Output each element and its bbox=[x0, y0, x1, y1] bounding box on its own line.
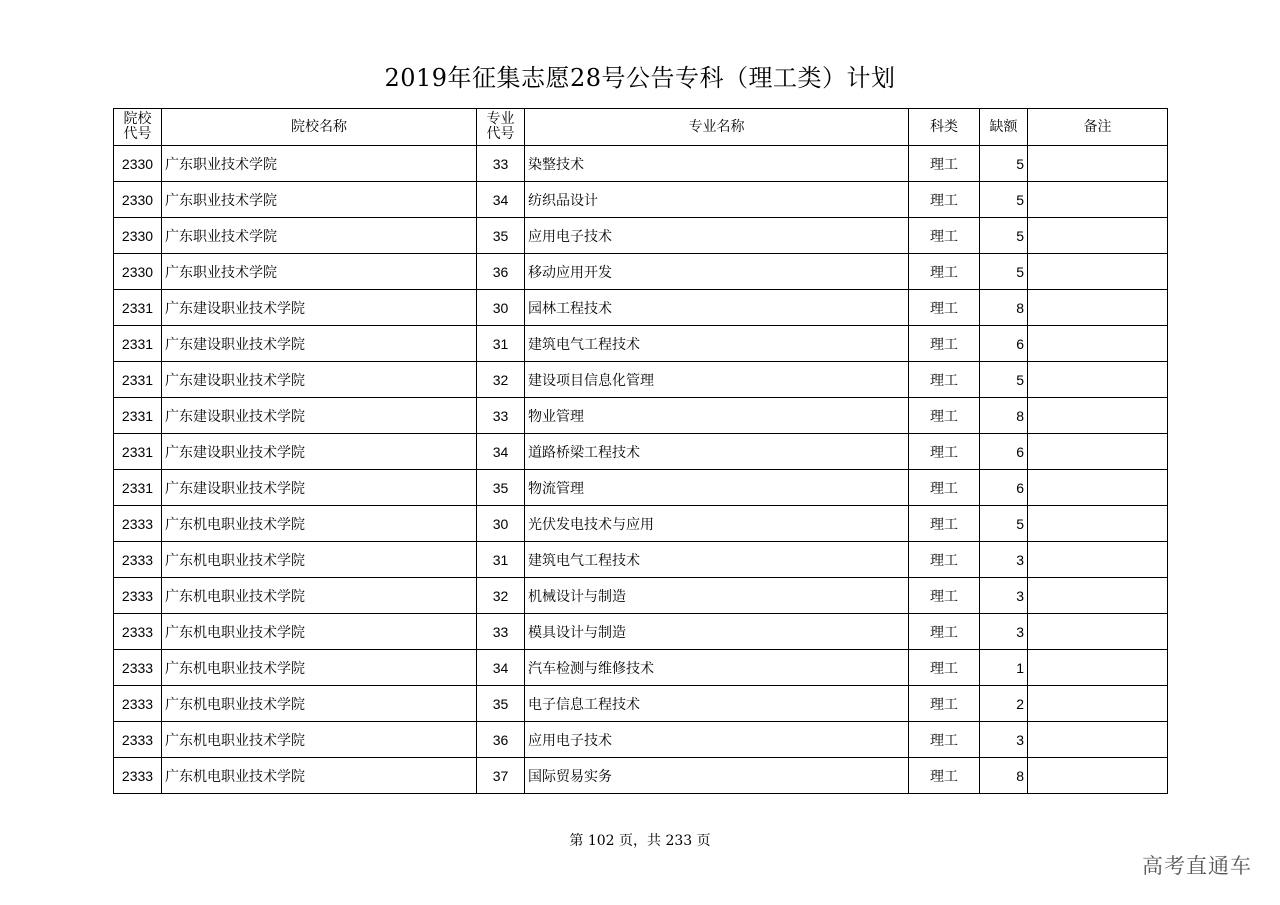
cell-remarks bbox=[1028, 650, 1168, 686]
cell-school-code: 2333 bbox=[114, 686, 162, 722]
cell-school-name: 广东职业技术学院 bbox=[162, 182, 477, 218]
cell-remarks bbox=[1028, 758, 1168, 794]
cell-major-code: 32 bbox=[477, 362, 525, 398]
cell-category: 理工 bbox=[909, 146, 980, 182]
cell-school-name: 广东机电职业技术学院 bbox=[162, 542, 477, 578]
cell-vacancy: 6 bbox=[980, 326, 1028, 362]
cell-remarks bbox=[1028, 398, 1168, 434]
cell-major-name: 建筑电气工程技术 bbox=[525, 326, 909, 362]
cell-school-code: 2331 bbox=[114, 326, 162, 362]
document-title: 2019年征集志愿28号公告专科（理工类）计划 bbox=[384, 64, 896, 92]
cell-vacancy: 8 bbox=[980, 398, 1028, 434]
cell-category: 理工 bbox=[909, 722, 980, 758]
cell-vacancy: 5 bbox=[980, 146, 1028, 182]
cell-major-code: 31 bbox=[477, 542, 525, 578]
cell-major-code: 33 bbox=[477, 614, 525, 650]
cell-school-name: 广东机电职业技术学院 bbox=[162, 722, 477, 758]
cell-remarks bbox=[1028, 218, 1168, 254]
cell-vacancy: 2 bbox=[980, 686, 1028, 722]
cell-vacancy: 5 bbox=[980, 254, 1028, 290]
table-row bbox=[114, 470, 1168, 506]
table-row bbox=[114, 254, 1168, 290]
cell-school-code: 2331 bbox=[114, 290, 162, 326]
cell-category: 理工 bbox=[909, 182, 980, 218]
cell-major-name: 模具设计与制造 bbox=[525, 614, 909, 650]
cell-major-name: 物流管理 bbox=[525, 470, 909, 506]
cell-remarks bbox=[1028, 542, 1168, 578]
cell-school-name: 广东职业技术学院 bbox=[162, 146, 477, 182]
table-row bbox=[114, 614, 1168, 650]
cell-category: 理工 bbox=[909, 542, 980, 578]
cell-school-code: 2333 bbox=[114, 578, 162, 614]
cell-category: 理工 bbox=[909, 506, 980, 542]
cell-remarks bbox=[1028, 470, 1168, 506]
cell-school-name: 广东机电职业技术学院 bbox=[162, 506, 477, 542]
cell-school-code: 2330 bbox=[114, 182, 162, 218]
cell-school-code: 2331 bbox=[114, 434, 162, 470]
cell-major-name: 机械设计与制造 bbox=[525, 578, 909, 614]
cell-school-code: 2330 bbox=[114, 146, 162, 182]
cell-major-name: 物业管理 bbox=[525, 398, 909, 434]
cell-category: 理工 bbox=[909, 650, 980, 686]
table-header-row bbox=[114, 109, 1168, 146]
table-row bbox=[114, 218, 1168, 254]
table-row bbox=[114, 542, 1168, 578]
header-category: 科类 bbox=[909, 109, 980, 146]
header-vacancy: 缺额 bbox=[980, 109, 1028, 146]
cell-major-code: 30 bbox=[477, 506, 525, 542]
header-major-code: 专业代号 bbox=[477, 109, 525, 146]
cell-school-name: 广东建设职业技术学院 bbox=[162, 470, 477, 506]
cell-remarks bbox=[1028, 686, 1168, 722]
header-school-code: 院校代号 bbox=[114, 109, 162, 146]
cell-category: 理工 bbox=[909, 758, 980, 794]
cell-category: 理工 bbox=[909, 362, 980, 398]
cell-category: 理工 bbox=[909, 614, 980, 650]
cell-school-name: 广东建设职业技术学院 bbox=[162, 362, 477, 398]
cell-vacancy: 6 bbox=[980, 434, 1028, 470]
cell-category: 理工 bbox=[909, 470, 980, 506]
cell-vacancy: 5 bbox=[980, 182, 1028, 218]
cell-major-code: 34 bbox=[477, 182, 525, 218]
cell-school-name: 广东建设职业技术学院 bbox=[162, 398, 477, 434]
cell-vacancy: 5 bbox=[980, 506, 1028, 542]
cell-school-code: 2333 bbox=[114, 506, 162, 542]
table-row bbox=[114, 722, 1168, 758]
cell-major-name: 纺织品设计 bbox=[525, 182, 909, 218]
cell-category: 理工 bbox=[909, 290, 980, 326]
cell-school-name: 广东机电职业技术学院 bbox=[162, 578, 477, 614]
cell-category: 理工 bbox=[909, 326, 980, 362]
cell-major-code: 31 bbox=[477, 326, 525, 362]
cell-school-code: 2331 bbox=[114, 362, 162, 398]
cell-school-name: 广东机电职业技术学院 bbox=[162, 686, 477, 722]
cell-remarks bbox=[1028, 254, 1168, 290]
table-row bbox=[114, 650, 1168, 686]
cell-major-code: 33 bbox=[477, 146, 525, 182]
cell-school-code: 2333 bbox=[114, 614, 162, 650]
cell-school-code: 2333 bbox=[114, 542, 162, 578]
cell-major-name: 园林工程技术 bbox=[525, 290, 909, 326]
cell-major-code: 35 bbox=[477, 218, 525, 254]
cell-school-name: 广东建设职业技术学院 bbox=[162, 434, 477, 470]
cell-major-code: 34 bbox=[477, 650, 525, 686]
cell-major-code: 33 bbox=[477, 398, 525, 434]
cell-major-code: 34 bbox=[477, 434, 525, 470]
cell-remarks bbox=[1028, 614, 1168, 650]
table-row bbox=[114, 506, 1168, 542]
cell-major-code: 30 bbox=[477, 290, 525, 326]
cell-remarks bbox=[1028, 506, 1168, 542]
cell-major-code: 35 bbox=[477, 686, 525, 722]
cell-school-name: 广东机电职业技术学院 bbox=[162, 758, 477, 794]
header-school-name: 院校名称 bbox=[162, 109, 477, 146]
cell-category: 理工 bbox=[909, 434, 980, 470]
cell-vacancy: 8 bbox=[980, 758, 1028, 794]
cell-school-code: 2333 bbox=[114, 650, 162, 686]
cell-major-code: 36 bbox=[477, 722, 525, 758]
table-row bbox=[114, 434, 1168, 470]
cell-category: 理工 bbox=[909, 398, 980, 434]
cell-remarks bbox=[1028, 434, 1168, 470]
cell-school-name: 广东职业技术学院 bbox=[162, 254, 477, 290]
page-number: 第 102 页，共 233 页 bbox=[569, 833, 711, 849]
cell-remarks bbox=[1028, 326, 1168, 362]
table-row bbox=[114, 758, 1168, 794]
cell-school-code: 2333 bbox=[114, 758, 162, 794]
table-row bbox=[114, 326, 1168, 362]
cell-major-name: 电子信息工程技术 bbox=[525, 686, 909, 722]
cell-remarks bbox=[1028, 290, 1168, 326]
cell-category: 理工 bbox=[909, 218, 980, 254]
cell-school-name: 广东建设职业技术学院 bbox=[162, 290, 477, 326]
table-row bbox=[114, 182, 1168, 218]
cell-remarks bbox=[1028, 182, 1168, 218]
table-row bbox=[114, 686, 1168, 722]
enrollment-plan-table bbox=[113, 108, 1168, 794]
cell-major-name: 应用电子技术 bbox=[525, 218, 909, 254]
cell-school-code: 2331 bbox=[114, 470, 162, 506]
cell-major-name: 汽车检测与维修技术 bbox=[525, 650, 909, 686]
cell-vacancy: 6 bbox=[980, 470, 1028, 506]
cell-major-name: 建设项目信息化管理 bbox=[525, 362, 909, 398]
header-major-name: 专业名称 bbox=[525, 109, 909, 146]
cell-school-name: 广东建设职业技术学院 bbox=[162, 326, 477, 362]
cell-category: 理工 bbox=[909, 578, 980, 614]
cell-major-name: 国际贸易实务 bbox=[525, 758, 909, 794]
watermark-logo-text: 高考直通车 bbox=[1142, 854, 1252, 878]
cell-vacancy: 1 bbox=[980, 650, 1028, 686]
cell-school-code: 2333 bbox=[114, 722, 162, 758]
cell-school-code: 2330 bbox=[114, 254, 162, 290]
table-row bbox=[114, 146, 1168, 182]
cell-major-name: 染整技术 bbox=[525, 146, 909, 182]
cell-school-name: 广东机电职业技术学院 bbox=[162, 650, 477, 686]
header-remarks: 备注 bbox=[1028, 109, 1168, 146]
cell-remarks bbox=[1028, 362, 1168, 398]
cell-major-code: 36 bbox=[477, 254, 525, 290]
cell-vacancy: 3 bbox=[980, 542, 1028, 578]
cell-vacancy: 3 bbox=[980, 614, 1028, 650]
cell-major-name: 建筑电气工程技术 bbox=[525, 542, 909, 578]
cell-remarks bbox=[1028, 722, 1168, 758]
cell-vacancy: 3 bbox=[980, 578, 1028, 614]
cell-remarks bbox=[1028, 146, 1168, 182]
cell-major-code: 37 bbox=[477, 758, 525, 794]
table-row bbox=[114, 290, 1168, 326]
cell-vacancy: 5 bbox=[980, 362, 1028, 398]
cell-vacancy: 5 bbox=[980, 218, 1028, 254]
cell-vacancy: 8 bbox=[980, 290, 1028, 326]
cell-school-name: 广东职业技术学院 bbox=[162, 218, 477, 254]
cell-vacancy: 3 bbox=[980, 722, 1028, 758]
table-row bbox=[114, 398, 1168, 434]
cell-school-code: 2331 bbox=[114, 398, 162, 434]
cell-school-code: 2330 bbox=[114, 218, 162, 254]
table-row bbox=[114, 578, 1168, 614]
cell-major-name: 应用电子技术 bbox=[525, 722, 909, 758]
cell-major-code: 35 bbox=[477, 470, 525, 506]
cell-school-name: 广东机电职业技术学院 bbox=[162, 614, 477, 650]
cell-major-name: 移动应用开发 bbox=[525, 254, 909, 290]
cell-major-code: 32 bbox=[477, 578, 525, 614]
table-row bbox=[114, 362, 1168, 398]
cell-major-name: 光伏发电技术与应用 bbox=[525, 506, 909, 542]
cell-category: 理工 bbox=[909, 686, 980, 722]
cell-remarks bbox=[1028, 578, 1168, 614]
cell-major-name: 道路桥梁工程技术 bbox=[525, 434, 909, 470]
cell-category: 理工 bbox=[909, 254, 980, 290]
